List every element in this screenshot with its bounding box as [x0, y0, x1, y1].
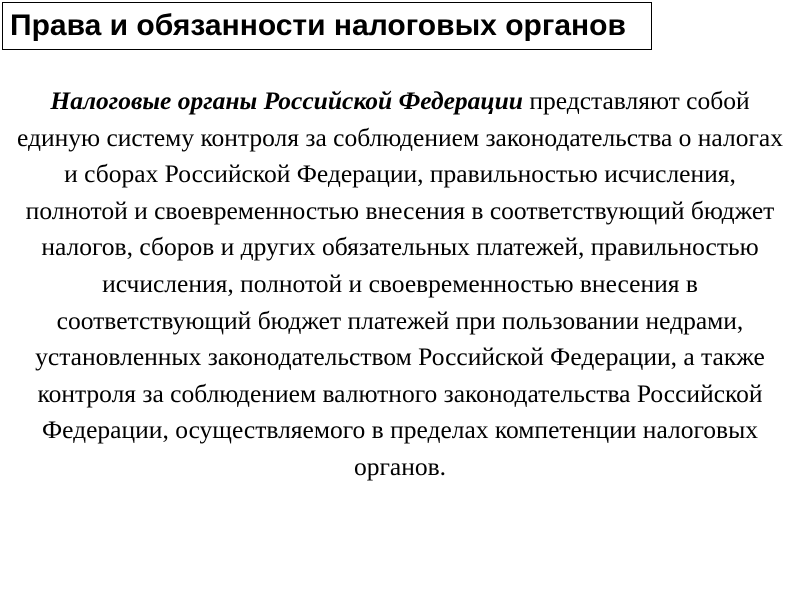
body-paragraph — [12, 83, 788, 486]
body-text: представляют собой единую систему контроля за соблюдением законодательства о налогах и сборах Российской Федерации, правильностью исчисления, полнотой и своевременностью внесения в соответствующий бюджет налогов, сборов и других обязательных платежей, правильностью исчисления, полнотой и своевременностью внесения в соответствующий бюджет платежей при пользовании недрами, установленных законодательством Российской Федерации, а также контроля за соблюдением валютного законодательства Российской Федерации, осуществляемого в пределах компетенции налоговых органов. — [17, 86, 783, 481]
slide-title: Права и обязанности налоговых органов — [10, 9, 626, 42]
body-lead: Налоговые органы Российской Федерации — [50, 86, 523, 115]
